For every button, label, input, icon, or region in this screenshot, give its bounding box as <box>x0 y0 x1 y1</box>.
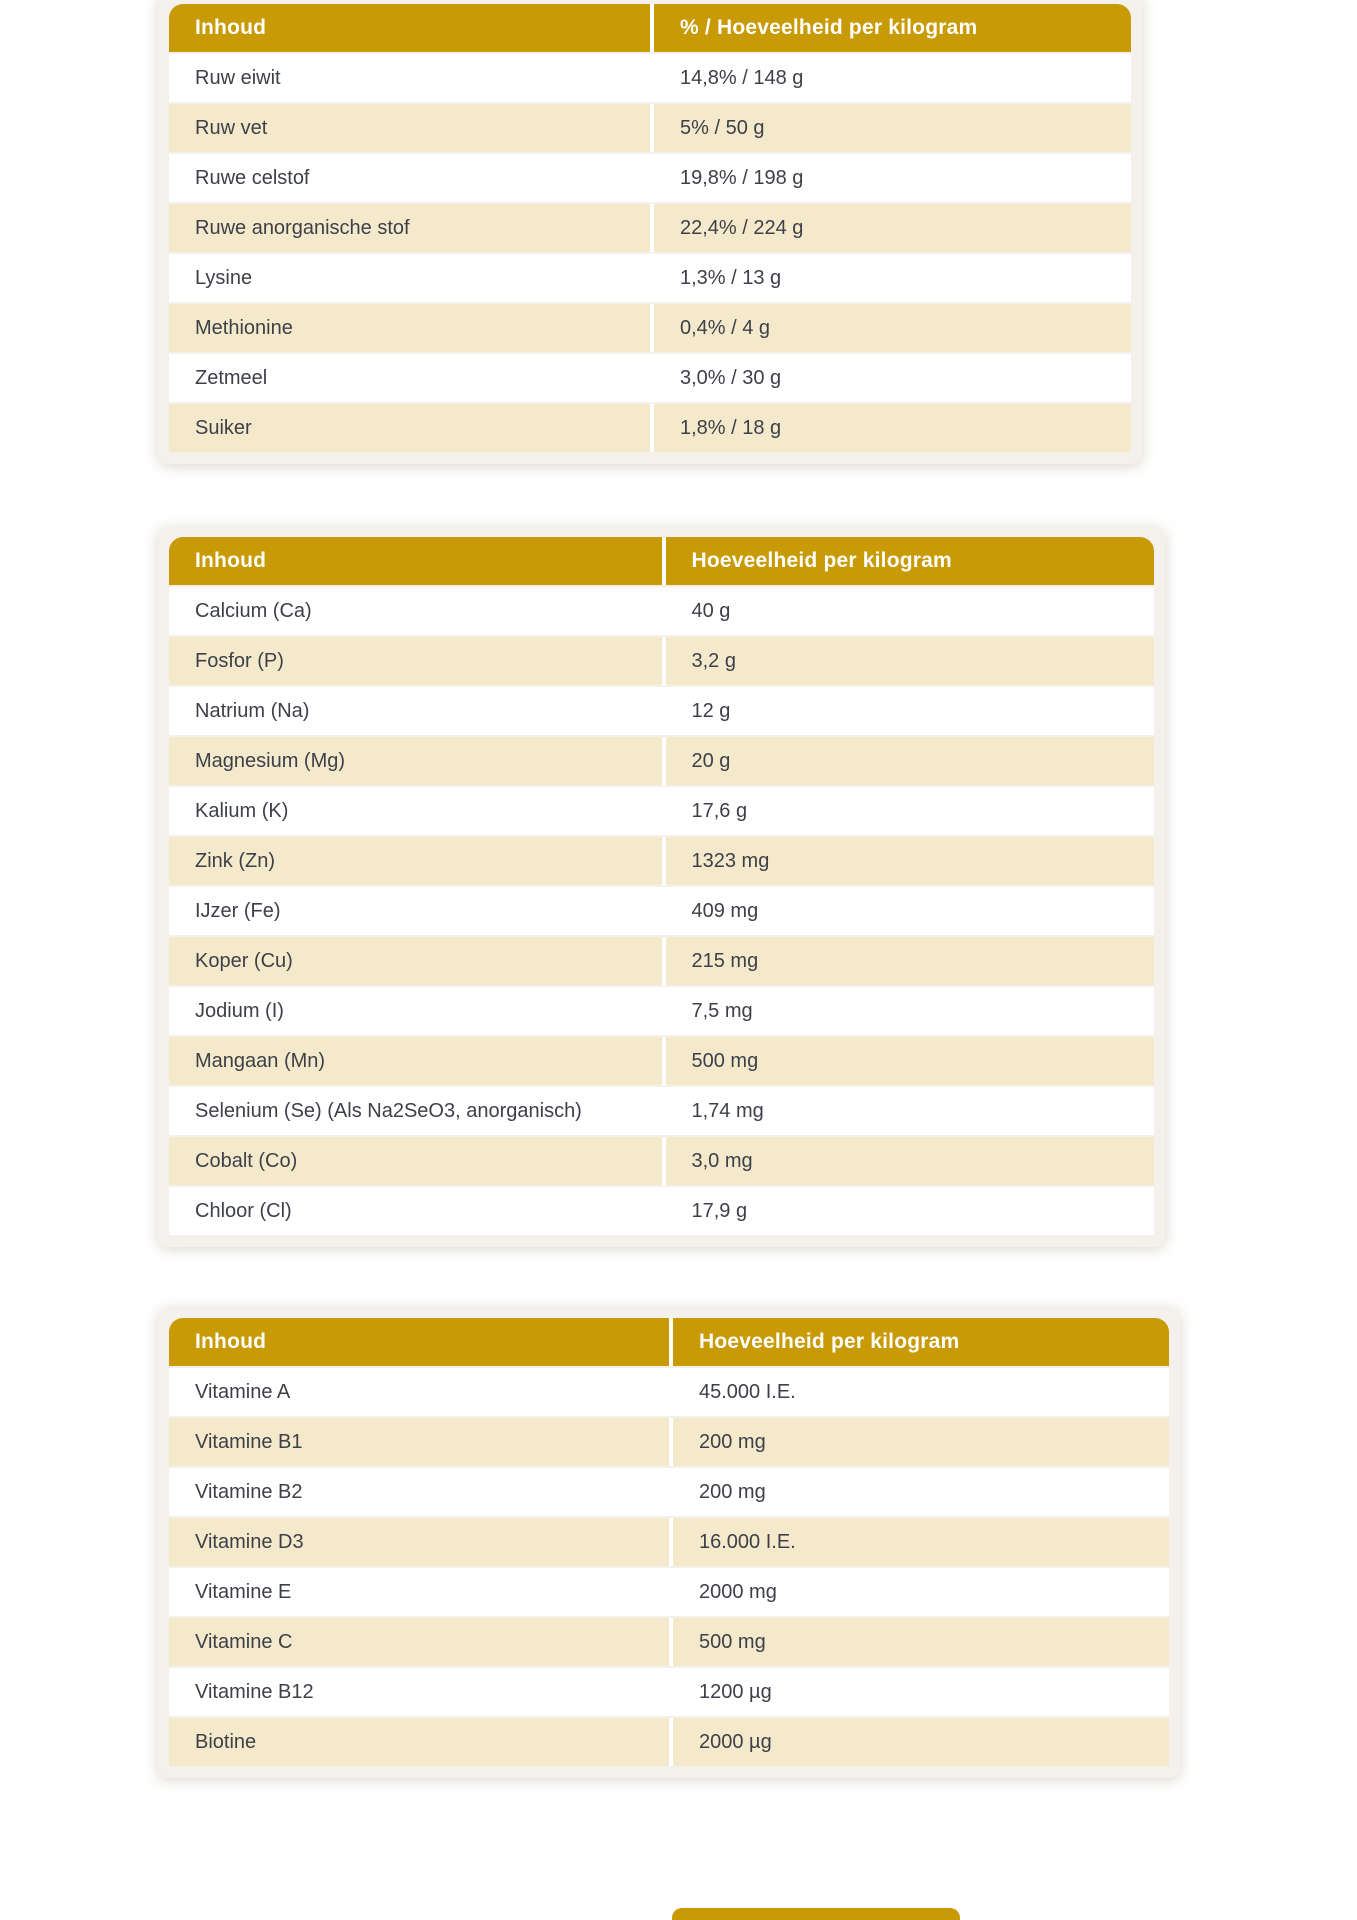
table-row <box>169 687 1154 735</box>
table-minerals <box>169 537 1154 1235</box>
cell-label: Ruw eiwit <box>195 66 281 89</box>
table-analytical-constituents <box>169 4 1131 452</box>
table-row <box>169 1468 1169 1516</box>
cell-value: 200 mg <box>669 1418 1169 1466</box>
table-row <box>169 587 1154 635</box>
column-header: Inhoud <box>195 16 267 39</box>
cell-value: 5% / 50 g <box>650 104 1131 152</box>
cell-label: Natrium (Na) <box>195 699 310 722</box>
table-row <box>169 1087 1154 1135</box>
cell-label: IJzer (Fe) <box>195 899 281 922</box>
cell-value: 3,0 mg <box>662 1137 1155 1185</box>
cell-value: 1323 mg <box>662 837 1155 885</box>
table-header-row <box>169 4 1131 52</box>
table-row <box>169 304 1131 352</box>
cell-label: Mangaan (Mn) <box>195 1049 326 1072</box>
nutrition-table-card-analytical <box>158 0 1142 464</box>
cell-label: Vitamine B1 <box>195 1430 303 1453</box>
table-header-row <box>169 1318 1169 1366</box>
table-row <box>169 1718 1169 1766</box>
table-row <box>169 1368 1169 1416</box>
column-header: Inhoud <box>195 549 267 572</box>
table-row <box>169 787 1154 835</box>
column-header: Hoeveelheid per kilogram <box>662 537 1155 585</box>
table-row <box>169 737 1154 785</box>
cell-label: Zetmeel <box>195 366 268 389</box>
cell-value: 20 g <box>662 737 1155 785</box>
table-row <box>169 837 1154 885</box>
cell-label: Zink (Zn) <box>195 849 275 872</box>
cell-value: 215 mg <box>662 937 1155 985</box>
cell-value: 0,4% / 4 g <box>650 304 1131 352</box>
cell-value: 1200 µg <box>669 1668 1169 1716</box>
table-row <box>169 204 1131 252</box>
cell-value: 45.000 I.E. <box>669 1368 1169 1416</box>
table-header-row <box>169 537 1154 585</box>
cell-value: 1,3% / 13 g <box>650 254 1131 302</box>
partial-gold-element <box>672 1908 960 1920</box>
table-row <box>169 1418 1169 1466</box>
cell-label: Lysine <box>195 266 253 289</box>
cell-value: 1,74 mg <box>662 1087 1155 1135</box>
table-row <box>169 887 1154 935</box>
cell-label: Vitamine B2 <box>195 1480 303 1503</box>
column-header: Inhoud <box>195 1330 267 1353</box>
cell-value: 12 g <box>662 687 1155 735</box>
cell-label: Jodium (I) <box>195 999 284 1022</box>
cell-label: Cobalt (Co) <box>195 1149 298 1172</box>
cell-label: Vitamine B12 <box>195 1680 314 1703</box>
table-row <box>169 987 1154 1035</box>
table-row <box>169 1518 1169 1566</box>
cell-value: 500 mg <box>669 1618 1169 1666</box>
cell-label: Vitamine E <box>195 1580 292 1603</box>
cell-label: Koper (Cu) <box>195 949 293 972</box>
cell-label: Ruwe anorganische stof <box>195 216 410 239</box>
cell-value: 500 mg <box>662 1037 1155 1085</box>
cell-label: Ruw vet <box>195 116 268 139</box>
table-row <box>169 637 1154 685</box>
cell-label: Vitamine D3 <box>195 1530 304 1553</box>
cell-value: 14,8% / 148 g <box>650 54 1131 102</box>
cell-value: 200 mg <box>669 1468 1169 1516</box>
column-header: Hoeveelheid per kilogram <box>669 1318 1169 1366</box>
table-vitamins <box>169 1318 1169 1766</box>
cell-value: 3,0% / 30 g <box>650 354 1131 402</box>
cell-value: 17,9 g <box>662 1187 1155 1235</box>
nutrition-table-card-minerals <box>158 527 1165 1247</box>
cell-label: Kalium (K) <box>195 799 289 822</box>
cell-label: Selenium (Se) (Als Na2SeO3, anorganisch) <box>195 1099 582 1122</box>
cell-label: Suiker <box>195 416 252 439</box>
cell-value: 7,5 mg <box>662 987 1155 1035</box>
cell-value: 17,6 g <box>662 787 1155 835</box>
cell-label: Methionine <box>195 316 293 339</box>
cell-label: Ruwe celstof <box>195 166 310 189</box>
cell-value: 2000 mg <box>669 1568 1169 1616</box>
cell-label: Calcium (Ca) <box>195 599 312 622</box>
cell-value: 40 g <box>662 587 1155 635</box>
cell-label: Vitamine C <box>195 1630 293 1653</box>
table-row <box>169 154 1131 202</box>
cell-label: Chloor (Cl) <box>195 1199 292 1222</box>
table-row <box>169 937 1154 985</box>
cell-value: 3,2 g <box>662 637 1155 685</box>
table-row <box>169 1618 1169 1666</box>
cell-value: 22,4% / 224 g <box>650 204 1131 252</box>
cell-value: 409 mg <box>662 887 1155 935</box>
table-row <box>169 1137 1154 1185</box>
table-row <box>169 1037 1154 1085</box>
table-row <box>169 1187 1154 1235</box>
table-row <box>169 54 1131 102</box>
nutrition-table-card-vitamins <box>158 1308 1180 1778</box>
table-row <box>169 1568 1169 1616</box>
cell-value: 19,8% / 198 g <box>650 154 1131 202</box>
table-row <box>169 404 1131 452</box>
table-row <box>169 104 1131 152</box>
cell-label: Magnesium (Mg) <box>195 749 346 772</box>
table-row <box>169 354 1131 402</box>
cell-value: 1,8% / 18 g <box>650 404 1131 452</box>
table-row <box>169 254 1131 302</box>
column-header: % / Hoeveelheid per kilogram <box>650 4 1131 52</box>
cell-label: Vitamine A <box>195 1380 291 1403</box>
cell-label: Fosfor (P) <box>195 649 284 672</box>
cell-value: 16.000 I.E. <box>669 1518 1169 1566</box>
cell-value: 2000 µg <box>669 1718 1169 1766</box>
table-row <box>169 1668 1169 1716</box>
cell-label: Biotine <box>195 1730 257 1753</box>
